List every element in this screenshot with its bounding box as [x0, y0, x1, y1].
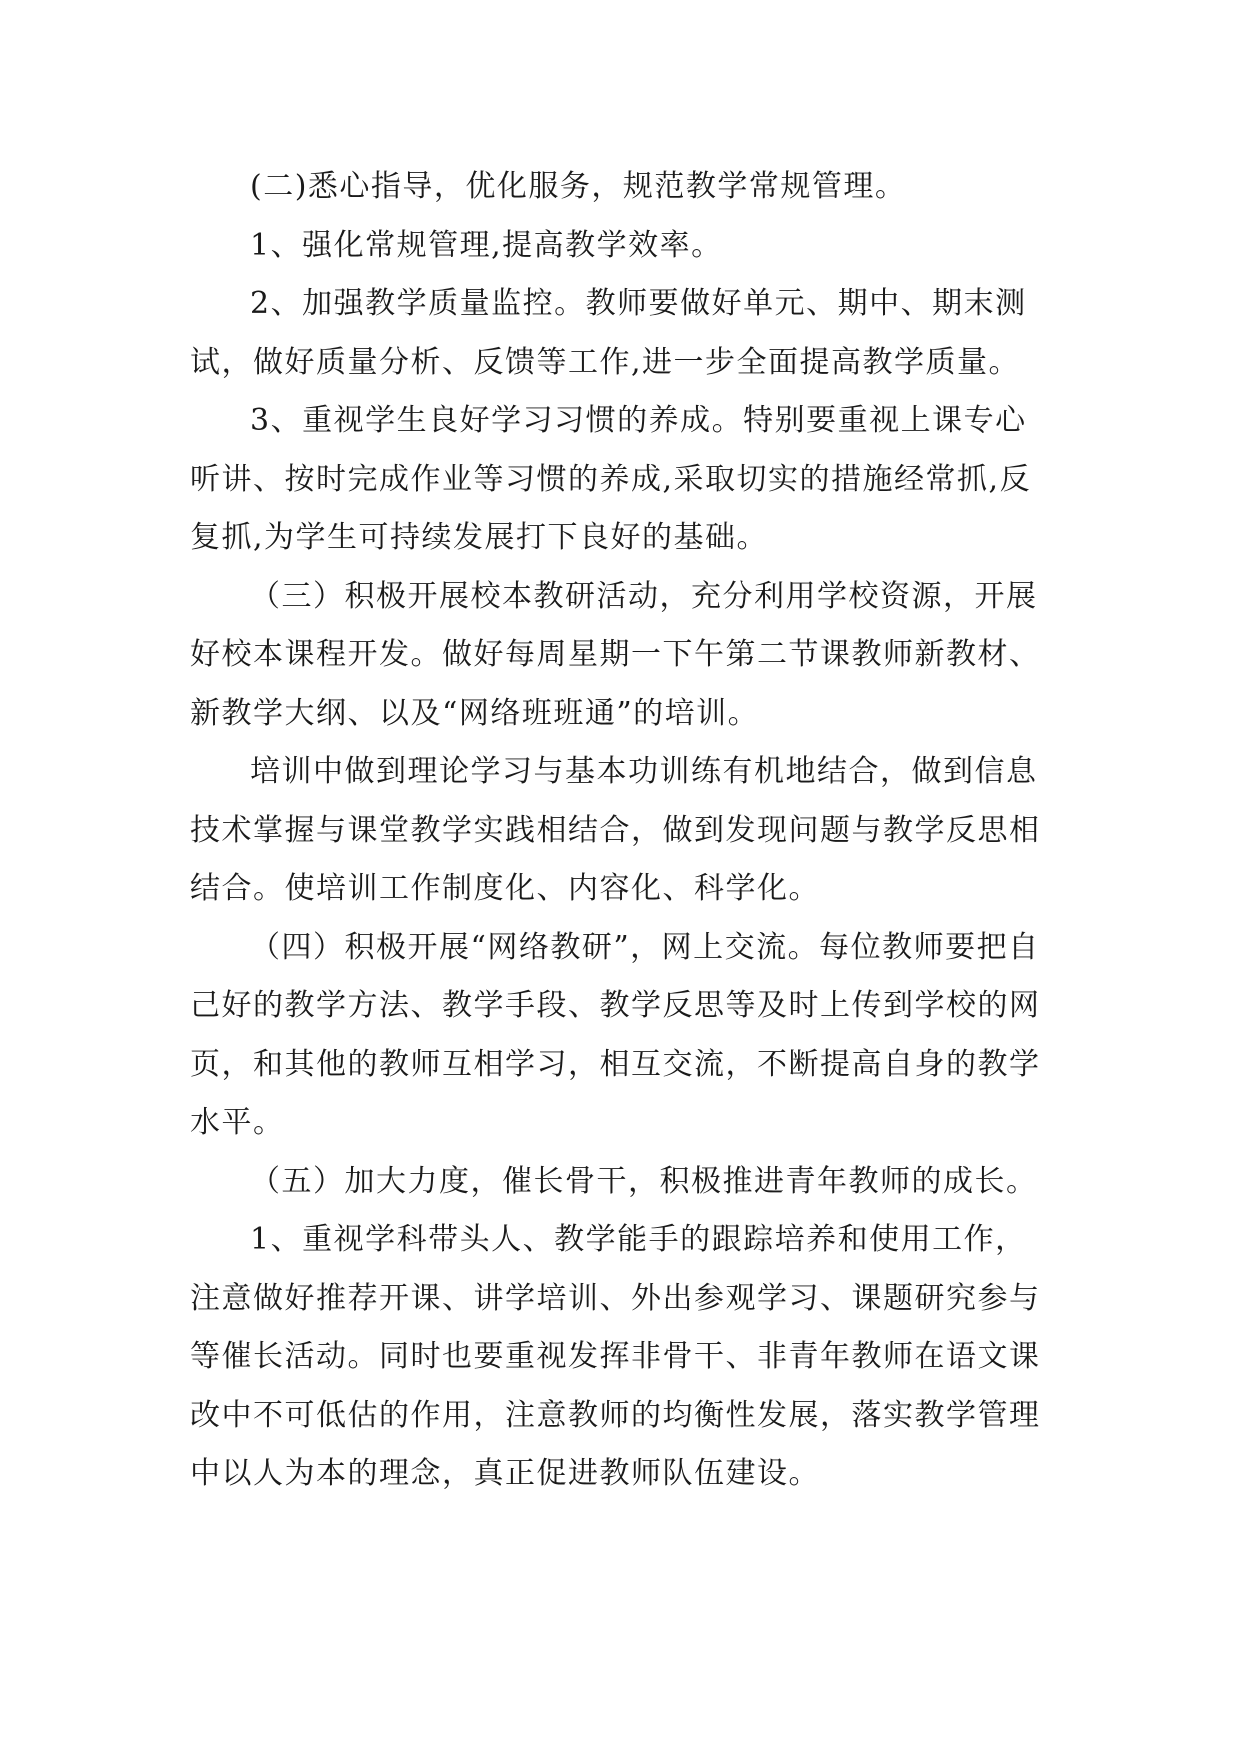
- paragraph-item-1: 1、强化常规管理,提高教学效率。: [250, 227, 723, 263]
- document-body: [190, 158, 1050, 1504]
- paragraph-item-2: 2、加强教学质量监控。教师要做好单元、期中、期末测试，做好质量分析、反馈等工作,进一步全面提高教学质量。: [190, 286, 1027, 380]
- paragraph-section-5-item-1: 1、重视学科带头人、教学能手的跟踪培养和使用工作，注意做好推荐开课、讲学培训、外出参观学习、课题研究参与等催长活动。同时也要重视发挥非骨干、非青年教师在语文课改中不可低估的作用，注意教师的均衡性发展，落实教学管理中以人为本的理念，真正促进教师队伍建设。: [190, 1222, 1041, 1491]
- paragraph-section-3: （三）积极开展校本教研活动，充分利用学校资源，开展好校本课程开发。做好每周星期一下午第二节课教师新教材、新教学大纲、以及“网络班班通”的培训。: [190, 578, 1041, 731]
- paragraph-section-4: （四）积极开展“网络教研”，网上交流。每位教师要把自己好的教学方法、教学手段、教学反思等及时上传到学校的网页，和其他的教师互相学习，相互交流，不断提高自身的教学水平。: [190, 929, 1041, 1140]
- paragraph-section-2-heading: (二)悉心指导，优化服务，规范教学常规管理。: [250, 169, 907, 204]
- paragraph-section-5-heading: （五）加大力度，催长骨干，积极推进青年教师的成长。: [250, 1163, 1038, 1199]
- paragraph-training: 培训中做到理论学习与基本功训练有机地结合，做到信息技术掌握与课堂教学实践相结合，做到发现问题与教学反思相结合。使培训工作制度化、内容化、科学化。: [190, 754, 1041, 906]
- paragraph-item-3: 3、重视学生良好学习习惯的养成。特别要重视上课专心听讲、按时完成作业等习惯的养成,采取切实的措施经常抓,反复抓,为学生可持续发展打下良好的基础。: [190, 403, 1032, 555]
